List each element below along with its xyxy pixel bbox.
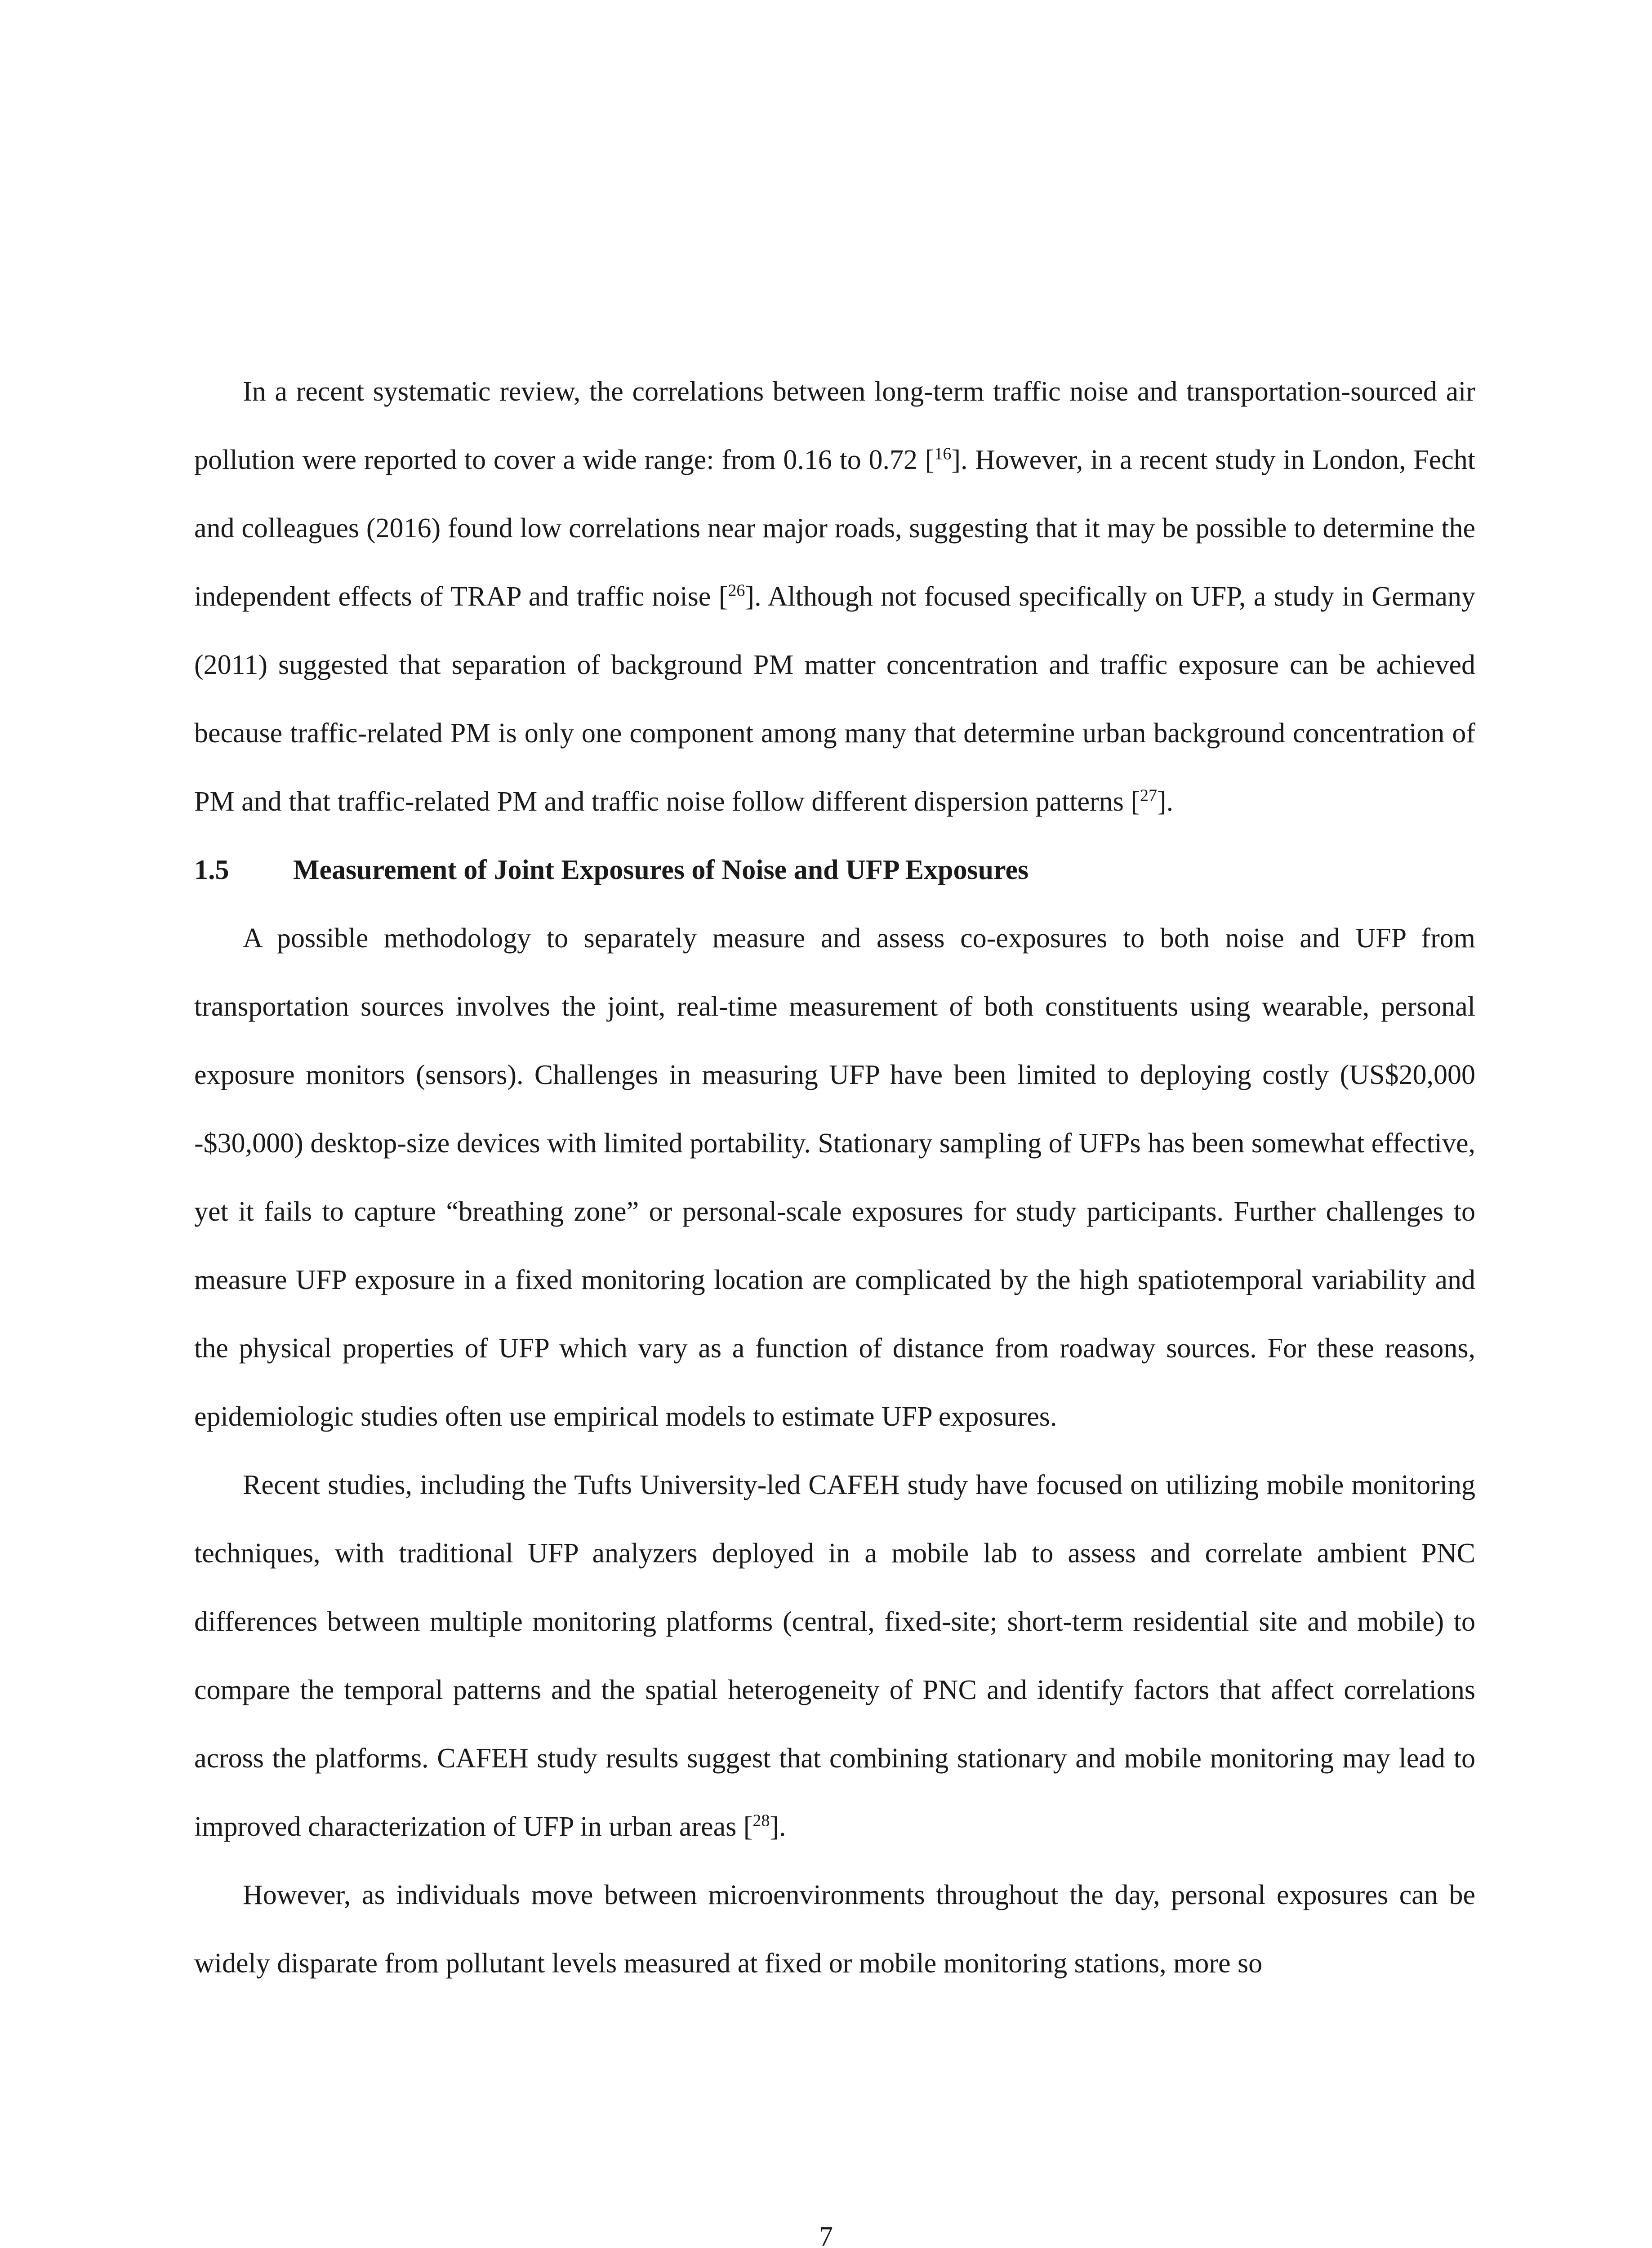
citation-superscript: 26 (728, 581, 745, 600)
text-segment: ]. However, in a recent study in London, Fecht and colleagues (2016) found low correlations near major roads, suggesting that it may be possible to determine the independent effects of TRAP and traffic noise [ (194, 445, 1476, 612)
paragraph-methodology (194, 904, 1475, 1451)
citation-superscript: 28 (753, 1811, 770, 1830)
paragraph-personal-exposures (194, 1861, 1475, 1998)
text-segment: ]. Although not focused specifically on UFP, a study in Germany (2011) suggested that separation of background PM matter concentration and traffic exposure can be achieved because traffic-related PM is only one component among many that determine urban background concentration of PM and that traffic-related PM and traffic noise follow different dispersion patterns [ (194, 581, 1475, 817)
page-number: 7 (819, 2221, 833, 2248)
section-title: Measurement of Joint Exposures of Noise and UFP Exposures (293, 855, 1029, 885)
citation-superscript: 16 (934, 444, 952, 464)
section-number: 1.5 (194, 855, 229, 885)
text-segment: ]. (770, 1811, 786, 1842)
paragraph-traffic-noise-correlations (194, 357, 1475, 836)
page-body (194, 357, 1475, 1998)
text-segment: However, as individuals move between microenvironments throughout the day, personal exposures can be widely disparate from pollutant levels measured at fixed or mobile monitoring stations, more so (194, 1880, 1475, 1979)
text-segment: In a recent systematic review, the correlations between long-term traffic noise and transportation-sourced air pollution were reported to cover a wide range: from 0.16 to 0.72 [ (194, 376, 1475, 475)
text-segment: ]. (1157, 786, 1174, 817)
paragraph-cafeh-study (194, 1451, 1475, 1861)
text-segment: Recent studies, including the Tufts University-led CAFEH study have focused on utilizing mobile monitoring techniques, with traditional UFP analyzers deployed in a mobile lab to assess and correlate ambient PNC differences between multiple monitoring platforms (central, fixed-site; short-term residential site and mobile) to compare the temporal patterns and the spatial heterogeneity of PNC and identify factors that affect correlations across the platforms. CAFEH study results suggest that combining stationary and mobile monitoring may lead to improved characterization of UFP in urban areas [ (194, 1470, 1475, 1842)
section-heading (194, 836, 1475, 904)
citation-superscript: 27 (1140, 786, 1157, 805)
text-segment: A possible methodology to separately measure and assess co-exposures to both noise and UFP from transportation sources involves the joint, real-time measurement of both constituents using wearable, personal exposure monitors (sensors). Challenges in measuring UFP have been limited to deploying costly (US$20,000 -$30,000) desktop-size devices with limited portability. Stationary sampling of UFPs has been somewhat effective, yet it fails to capture “breathing zone” or personal-scale exposures for study participants. Further challenges to measure UFP exposure in a fixed monitoring location are complicated by the high spatiotemporal variability and the physical properties of UFP which vary as a function of distance from roadway sources. For these reasons, epidemiologic studies often use empirical models to estimate UFP exposures. (194, 923, 1475, 1432)
